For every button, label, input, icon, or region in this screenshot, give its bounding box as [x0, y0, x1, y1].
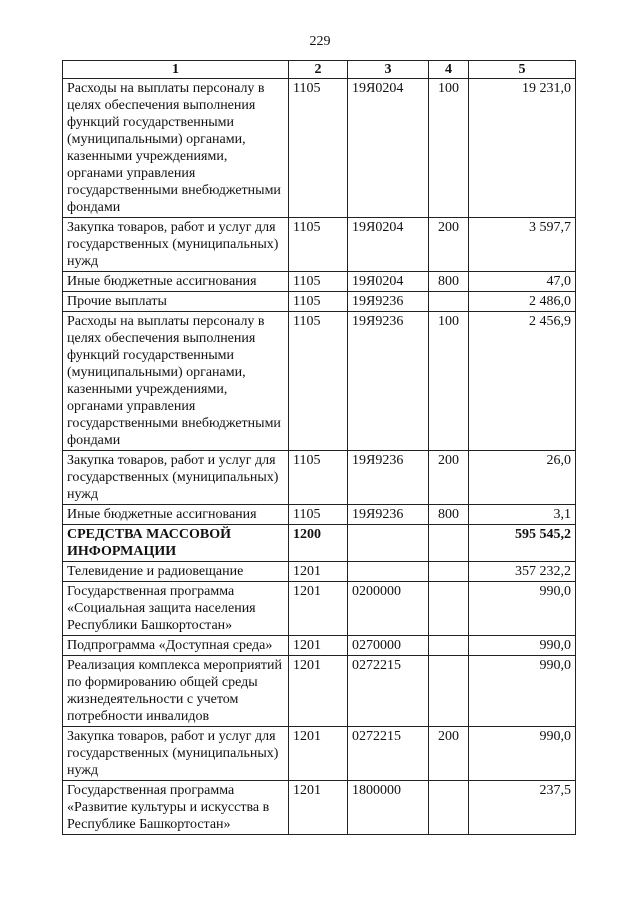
row-amount: 237,5: [469, 781, 576, 835]
row-name: Закупка товаров, работ и услуг для государственных (муниципальных) нужд: [63, 218, 289, 272]
row-section-code: 1200: [289, 525, 348, 562]
row-program-code: 19Я9236: [348, 312, 429, 451]
row-expense-type: 100: [429, 79, 469, 218]
table-row: [63, 218, 576, 272]
row-program-code: 0272215: [348, 727, 429, 781]
row-amount: 47,0: [469, 272, 576, 292]
row-name: Иные бюджетные ассигнования: [63, 272, 289, 292]
row-expense-type: [429, 562, 469, 582]
row-amount: 2 456,9: [469, 312, 576, 451]
row-name: Закупка товаров, работ и услуг для государственных (муниципальных) нужд: [63, 451, 289, 505]
row-program-code: 0200000: [348, 582, 429, 636]
row-name: Подпрограмма «Доступная среда»: [63, 636, 289, 656]
page-number: 229: [309, 34, 331, 49]
row-amount: 2 486,0: [469, 292, 576, 312]
row-section-code: 1201: [289, 636, 348, 656]
row-program-code: 1800000: [348, 781, 429, 835]
row-amount: 990,0: [469, 582, 576, 636]
table-row: [63, 451, 576, 505]
row-section-code: 1201: [289, 727, 348, 781]
row-expense-type: [429, 781, 469, 835]
table-row: [63, 525, 576, 562]
row-name: Реализация комплекса мероприятий по формированию общей среды жизнедеятельности с учетом потребности инвалидов: [63, 656, 289, 727]
table-body: [63, 79, 576, 835]
row-name: СРЕДСТВА МАССОВОЙ ИНФОРМАЦИИ: [63, 525, 289, 562]
row-section-code: 1105: [289, 272, 348, 292]
row-amount: 990,0: [469, 727, 576, 781]
row-name: Прочие выплаты: [63, 292, 289, 312]
table-row: [63, 636, 576, 656]
row-name: Телевидение и радиовещание: [63, 562, 289, 582]
table-row: [63, 781, 576, 835]
row-program-code: 19Я0204: [348, 79, 429, 218]
row-name: Иные бюджетные ассигнования: [63, 505, 289, 525]
row-section-code: 1201: [289, 781, 348, 835]
row-program-code: [348, 562, 429, 582]
row-program-code: 19Я0204: [348, 272, 429, 292]
row-amount: 990,0: [469, 636, 576, 656]
row-section-code: 1105: [289, 218, 348, 272]
row-amount: 3 597,7: [469, 218, 576, 272]
row-name: Закупка товаров, работ и услуг для государственных (муниципальных) нужд: [63, 727, 289, 781]
row-section-code: 1201: [289, 562, 348, 582]
row-section-code: 1201: [289, 656, 348, 727]
row-amount: 990,0: [469, 656, 576, 727]
table-row: [63, 505, 576, 525]
row-program-code: [348, 525, 429, 562]
row-name: Расходы на выплаты персоналу в целях обеспечения выполнения функций государственными (муниципальными) органами, казенными учреждениями, органами управления государственными внебюджетными фондами: [63, 312, 289, 451]
header-col-5: 5: [469, 61, 576, 79]
table-row: [63, 562, 576, 582]
row-amount: 595 545,2: [469, 525, 576, 562]
row-name: Государственная программа «Развитие культуры и искусства в Республике Башкортостан»: [63, 781, 289, 835]
row-section-code: 1105: [289, 79, 348, 218]
table-row: [63, 79, 576, 218]
row-program-code: 19Я9236: [348, 451, 429, 505]
row-program-code: 0270000: [348, 636, 429, 656]
table-row: [63, 656, 576, 727]
row-program-code: 19Я9236: [348, 292, 429, 312]
table-row: [63, 312, 576, 451]
row-section-code: 1105: [289, 292, 348, 312]
header-col-4: 4: [429, 61, 469, 79]
table-row: [63, 272, 576, 292]
row-expense-type: 200: [429, 218, 469, 272]
row-program-code: 0272215: [348, 656, 429, 727]
row-expense-type: 200: [429, 451, 469, 505]
row-amount: 3,1: [469, 505, 576, 525]
table-header-row: [63, 61, 576, 79]
row-amount: 19 231,0: [469, 79, 576, 218]
row-expense-type: 800: [429, 272, 469, 292]
budget-table: [62, 60, 576, 835]
header-col-1: 1: [63, 61, 289, 79]
row-section-code: 1105: [289, 451, 348, 505]
row-section-code: 1201: [289, 582, 348, 636]
row-expense-type: 100: [429, 312, 469, 451]
row-expense-type: [429, 656, 469, 727]
row-program-code: 19Я0204: [348, 218, 429, 272]
table-row: [63, 727, 576, 781]
row-section-code: 1105: [289, 312, 348, 451]
row-expense-type: [429, 636, 469, 656]
row-expense-type: [429, 582, 469, 636]
header-col-3: 3: [348, 61, 429, 79]
row-section-code: 1105: [289, 505, 348, 525]
row-expense-type: 800: [429, 505, 469, 525]
row-amount: 26,0: [469, 451, 576, 505]
row-name: Расходы на выплаты персоналу в целях обеспечения выполнения функций государственными (муниципальными) органами, казенными учреждениями, органами управления государственными внебюджетными фондами: [63, 79, 289, 218]
table-row: [63, 292, 576, 312]
table-row: [63, 582, 576, 636]
row-expense-type: [429, 525, 469, 562]
header-col-2: 2: [289, 61, 348, 79]
row-amount: 357 232,2: [469, 562, 576, 582]
row-program-code: 19Я9236: [348, 505, 429, 525]
row-expense-type: 200: [429, 727, 469, 781]
row-expense-type: [429, 292, 469, 312]
row-name: Государственная программа «Социальная защита населения Республики Башкортостан»: [63, 582, 289, 636]
